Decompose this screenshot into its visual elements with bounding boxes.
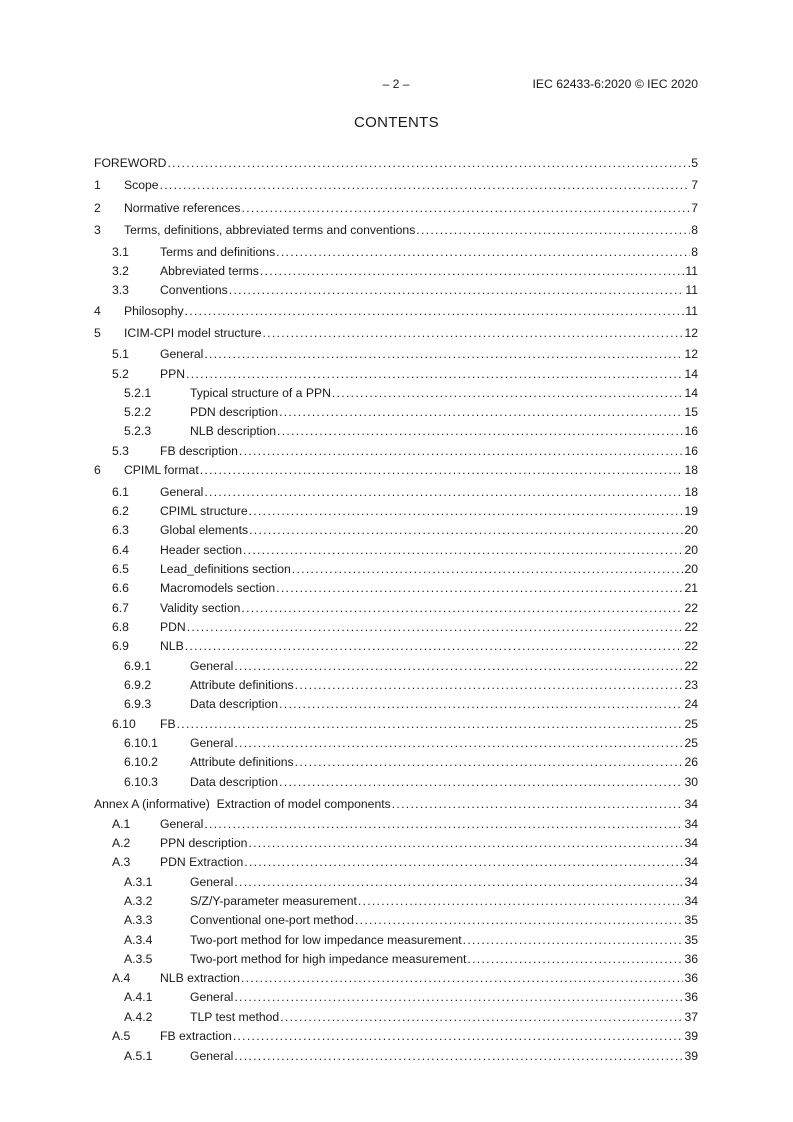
toc-entry-title: Scope (124, 178, 159, 192)
toc-entry[interactable] (94, 283, 698, 302)
toc-leader-dots (244, 855, 683, 869)
toc-entry-number: 6.10.2 (124, 755, 158, 769)
toc-leader-dots (234, 736, 683, 750)
toc-entry-page: 12 (684, 347, 698, 361)
toc-leader-dots (249, 504, 684, 518)
toc-entry[interactable] (94, 933, 698, 952)
toc-entry[interactable] (94, 620, 698, 639)
toc-entry-title: Attribute definitions (190, 678, 294, 692)
toc-entry-page: 25 (684, 717, 698, 731)
toc-leader-dots (204, 347, 683, 361)
toc-entry-title: NLB (160, 639, 184, 653)
toc-leader-dots (260, 264, 684, 278)
toc-entry[interactable] (94, 504, 698, 523)
toc-entry-number: A.5.1 (124, 1049, 153, 1063)
toc-entry-number: A.3.3 (124, 913, 153, 927)
toc-entry[interactable] (94, 717, 698, 736)
toc-entry-number: 4 (94, 304, 101, 318)
toc-entry[interactable] (94, 304, 698, 323)
toc-entry-title: PPN description (160, 836, 248, 850)
toc-leader-dots (186, 367, 683, 381)
toc-leader-dots (177, 717, 684, 731)
toc-entry-page: 34 (684, 817, 698, 831)
toc-entry-title: ICIM-CPI model structure (124, 326, 262, 340)
toc-leader-dots (200, 463, 684, 477)
toc-entry-number: 3.3 (112, 283, 129, 297)
toc-leader-dots (241, 601, 683, 615)
toc-entry-page: 25 (684, 736, 698, 750)
toc-entry-page: 8 (691, 223, 698, 237)
toc-leader-dots (239, 444, 684, 458)
toc-entry-number: 5 (94, 326, 101, 340)
toc-entry-page: 18 (684, 485, 698, 499)
toc-entry[interactable] (94, 201, 698, 220)
toc-entry-number: 6.4 (112, 543, 129, 557)
toc-entry[interactable] (94, 894, 698, 913)
toc-entry-title: CPIML structure (160, 504, 248, 518)
toc-entry-title: PPN (160, 367, 186, 381)
toc-entry-number: 3 (94, 223, 101, 237)
toc-entry[interactable] (94, 836, 698, 855)
toc-leader-dots (242, 201, 691, 215)
toc-leader-dots (332, 386, 684, 400)
toc-entry-number: 6.2 (112, 504, 129, 518)
toc-entry-title: CPIML format (124, 463, 199, 477)
toc-entry-title: Attribute definitions (190, 755, 294, 769)
toc-entry-page: 39 (684, 1029, 698, 1043)
toc-entry-title: PDN description (190, 405, 279, 419)
toc-entry-page: 22 (684, 601, 698, 615)
toc-leader-dots (276, 581, 683, 595)
toc-leader-dots (234, 875, 683, 889)
toc-entry-page: 11 (685, 264, 698, 278)
toc-entry-number: 3.2 (112, 264, 129, 278)
toc-entry-page: 11 (685, 283, 698, 297)
toc-leader-dots (277, 424, 683, 438)
toc-entry-number: 6.7 (112, 601, 129, 615)
toc-entry-number: 3.1 (112, 245, 129, 259)
toc-entry-title: General (190, 1049, 234, 1063)
toc-entry-page: 35 (684, 913, 698, 927)
toc-entry-page: 7 (691, 201, 698, 215)
toc-entry[interactable] (94, 971, 698, 990)
toc-entry-title: Conventional one-port method (190, 913, 354, 927)
toc-leader-dots (358, 894, 684, 908)
toc-entry-number: 6.6 (112, 581, 129, 595)
toc-entry-title: Normative references (124, 201, 241, 215)
toc-entry-title: PDN Extraction (160, 855, 244, 869)
toc-entry[interactable] (94, 855, 698, 874)
toc-leader-dots (279, 697, 683, 711)
toc-entry-number: 6.10.1 (124, 736, 158, 750)
toc-entry[interactable] (94, 875, 698, 894)
toc-entry[interactable] (94, 736, 698, 755)
toc-entry[interactable] (94, 386, 698, 405)
toc-entry[interactable] (94, 562, 698, 581)
toc-leader-dots (243, 543, 683, 557)
toc-leader-dots (233, 1029, 684, 1043)
page-number: – 2 – (382, 77, 410, 91)
toc-entry-number: A.5 (112, 1029, 131, 1043)
toc-leader-dots (185, 304, 685, 318)
toc-entry-page: 15 (684, 405, 698, 419)
toc-entry[interactable] (94, 755, 698, 774)
toc-entry-title: FB (160, 717, 176, 731)
toc-leader-dots (187, 620, 684, 634)
toc-entry[interactable] (94, 697, 698, 716)
toc-entry-page: 11 (685, 304, 698, 318)
toc-leader-dots (241, 971, 684, 985)
toc-entry-page: 7 (691, 178, 698, 192)
toc-entry-number: 1 (94, 178, 101, 192)
toc-entry[interactable] (94, 223, 698, 242)
toc-entry-number: A.1 (112, 817, 131, 831)
toc-entry-page: 22 (684, 620, 698, 634)
toc-leader-dots (167, 156, 690, 170)
toc-entry-title: Terms and definitions (160, 245, 276, 259)
toc-entry-page: 34 (684, 836, 698, 850)
toc-entry-page: 14 (684, 367, 698, 381)
toc-entry-title: Abbreviated terms (160, 264, 259, 278)
toc-entry-title: FB description (160, 444, 238, 458)
toc-leader-dots (463, 933, 684, 947)
toc-entry-page: 16 (684, 444, 698, 458)
toc-entry-number: 5.1 (112, 347, 129, 361)
toc-entry[interactable] (94, 797, 698, 816)
toc-entry[interactable] (94, 424, 698, 443)
toc-entry-number: 6.9 (112, 639, 129, 653)
toc-entry-page: 30 (684, 775, 698, 789)
toc-entry[interactable] (94, 463, 698, 482)
toc-entry[interactable] (94, 913, 698, 932)
toc-entry[interactable] (94, 1010, 698, 1029)
toc-leader-dots (185, 639, 684, 653)
toc-entry-number: A.3.2 (124, 894, 153, 908)
toc-entry-number: A.3 (112, 855, 131, 869)
toc-entry-number: 6.10 (112, 717, 136, 731)
toc-entry-title: NLB description (190, 424, 277, 438)
toc-entry[interactable] (94, 543, 698, 562)
toc-entry-page: 26 (684, 755, 698, 769)
toc-entry-number: 5.2.3 (124, 424, 152, 438)
toc-entry-title: Global elements (160, 523, 249, 537)
toc-entry-title: General (190, 875, 234, 889)
toc-entry-page: 22 (684, 639, 698, 653)
toc-entry[interactable] (94, 659, 698, 678)
toc-entry-number: 6.9.1 (124, 659, 152, 673)
toc-entry[interactable] (94, 678, 698, 697)
toc-entry-number: A.2 (112, 836, 131, 850)
toc-leader-dots (234, 659, 683, 673)
toc-entry-title: Two-port method for low impedance measurement (190, 933, 462, 947)
toc-leader-dots (234, 1049, 683, 1063)
toc-entry-page: 20 (684, 523, 698, 537)
toc-leader-dots (248, 836, 683, 850)
toc-entry[interactable] (94, 990, 698, 1009)
toc-entry[interactable] (94, 601, 698, 620)
toc-entry-number: 5.2.1 (124, 386, 152, 400)
toc-entry-page: 22 (684, 659, 698, 673)
toc-entry-number: 6.5 (112, 562, 129, 576)
toc-entry-page: 36 (684, 971, 698, 985)
toc-entry[interactable] (94, 523, 698, 542)
toc-entry-page: 34 (684, 797, 698, 811)
toc-leader-dots (204, 817, 683, 831)
toc-entry-number: 2 (94, 201, 101, 215)
toc-leader-dots (229, 283, 685, 297)
toc-entry-title: FOREWORD (94, 156, 167, 170)
toc-entry[interactable] (94, 367, 698, 386)
toc-entry-number: A.4.2 (124, 1010, 153, 1024)
standard-reference: IEC 62433-6:2020 © IEC 2020 (532, 77, 698, 91)
toc-entry-page: 34 (684, 855, 698, 869)
toc-entry-title: Conventions (160, 283, 228, 297)
toc-entry-page: 20 (684, 562, 698, 576)
toc-leader-dots (292, 562, 684, 576)
toc-entry-title: General (160, 817, 204, 831)
toc-entry-number: 6.9.2 (124, 678, 152, 692)
toc-leader-dots (295, 755, 684, 769)
toc-entry-page: 37 (684, 1010, 698, 1024)
toc-entry[interactable] (94, 485, 698, 504)
toc-entry[interactable] (94, 817, 698, 836)
toc-leader-dots (276, 245, 690, 259)
toc-leader-dots (295, 678, 684, 692)
toc-entry-page: 23 (684, 678, 698, 692)
toc-entry-page: 16 (684, 424, 698, 438)
toc-entry-title: Typical structure of a PPN (190, 386, 331, 400)
toc-entry-number: 6.1 (112, 485, 129, 499)
toc-leader-dots (416, 223, 690, 237)
toc-leader-dots (249, 523, 683, 537)
toc-entry[interactable] (94, 444, 698, 463)
toc-entry[interactable] (94, 639, 698, 658)
toc-entry-title: General (190, 736, 234, 750)
toc-entry[interactable] (94, 1029, 698, 1048)
toc-entry-title: Validity section (160, 601, 241, 615)
toc-entry-page: 12 (684, 326, 698, 340)
toc-entry-number: 6.10.3 (124, 775, 158, 789)
toc-entry-title: Philosophy (124, 304, 184, 318)
toc-entry-title: General (190, 659, 234, 673)
toc-entry-page: 19 (684, 504, 698, 518)
toc-entry-number: 6.9.3 (124, 697, 152, 711)
toc-entry-page: 14 (684, 386, 698, 400)
toc-entry-number: 6.3 (112, 523, 129, 537)
toc-entry-title: Header section (160, 543, 242, 557)
toc-leader-dots (467, 952, 683, 966)
toc-entry-page: 20 (684, 543, 698, 557)
toc-entry-number: A.3.1 (124, 875, 153, 889)
page-header (94, 75, 698, 93)
toc-entry-title: Macromodels section (160, 581, 276, 595)
contents-heading: CONTENTS (354, 114, 439, 131)
toc-entry-number: A.3.4 (124, 933, 153, 947)
toc-entry-number: 6.8 (112, 620, 129, 634)
toc-entry-title: General (160, 485, 204, 499)
toc-entry-title: Data description (190, 775, 279, 789)
toc-leader-dots (160, 178, 691, 192)
toc-entry-page: 5 (691, 156, 698, 170)
toc-leader-dots (279, 405, 683, 419)
toc-leader-dots (392, 797, 684, 811)
toc-entry[interactable] (94, 326, 698, 345)
toc-entry-number: A.4 (112, 971, 131, 985)
toc-entry-title: Lead_definitions section (160, 562, 291, 576)
toc-entry[interactable] (94, 245, 698, 264)
toc-entry[interactable] (94, 347, 698, 366)
toc-entry[interactable] (94, 952, 698, 971)
toc-entry-number: 5.3 (112, 444, 129, 458)
toc-entry[interactable] (94, 264, 698, 283)
toc-entry-title: Data description (190, 697, 279, 711)
toc-entry-page: 39 (684, 1049, 698, 1063)
toc-entry-title: TLP test method (190, 1010, 280, 1024)
toc-entry-page: 35 (684, 933, 698, 947)
toc-entry-page: 36 (684, 952, 698, 966)
toc-entry-page: 34 (684, 894, 698, 908)
toc-entry-title: S/Z/Y-parameter measurement (190, 894, 357, 908)
toc-entry[interactable] (94, 1049, 698, 1068)
toc-leader-dots (262, 326, 683, 340)
toc-entry-number: A.3.5 (124, 952, 153, 966)
toc-entry-title: Annex A (informative) Extraction of model components (94, 797, 391, 811)
toc-entry-number: 5.2.2 (124, 405, 152, 419)
toc-leader-dots (280, 1010, 683, 1024)
toc-entry[interactable] (94, 156, 698, 175)
toc-entry-title: General (190, 990, 234, 1004)
toc-entry-page: 21 (684, 581, 698, 595)
toc-entry[interactable] (94, 775, 698, 794)
toc-entry-page: 34 (684, 875, 698, 889)
toc-entry-page: 18 (684, 463, 698, 477)
toc-entry-page: 36 (684, 990, 698, 1004)
toc-entry-page: 8 (691, 245, 698, 259)
toc-entry-title: NLB extraction (160, 971, 240, 985)
toc-leader-dots (279, 775, 683, 789)
toc-entry-title: General (160, 347, 204, 361)
toc-leader-dots (204, 485, 683, 499)
toc-leader-dots (234, 990, 683, 1004)
toc-entry-number: 6 (94, 463, 101, 477)
toc-entry[interactable] (94, 405, 698, 424)
toc-entry-title: PDN (160, 620, 186, 634)
toc-entry-page: 24 (684, 697, 698, 711)
toc-entry-title: Terms, definitions, abbreviated terms and conventions (124, 223, 416, 237)
toc-entry-title: Two-port method for high impedance measurement (190, 952, 467, 966)
toc-leader-dots (355, 913, 683, 927)
toc-entry[interactable] (94, 178, 698, 197)
toc-entry-title: FB extraction (160, 1029, 232, 1043)
toc-entry-number: 5.2 (112, 367, 129, 381)
toc-entry[interactable] (94, 581, 698, 600)
toc-entry-number: A.4.1 (124, 990, 153, 1004)
